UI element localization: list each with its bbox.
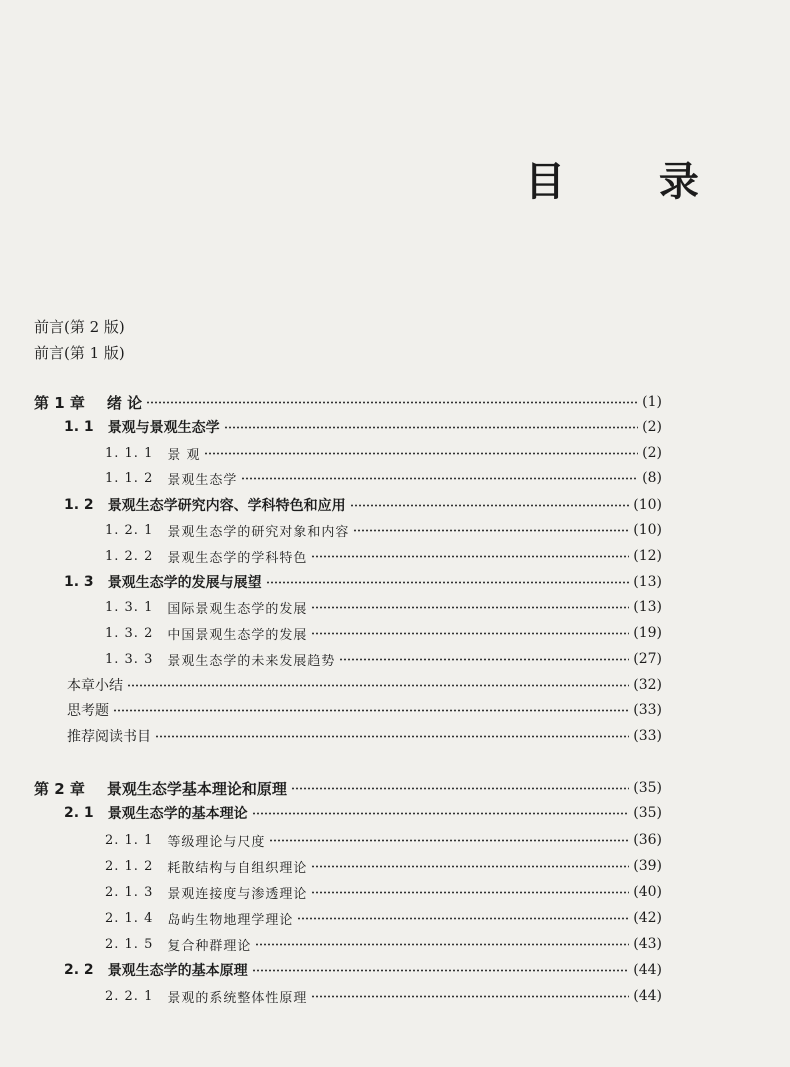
toc-entry-title: 岛屿生物地理学理论 <box>167 912 294 928</box>
toc-entry-title: 景 观 <box>167 447 201 463</box>
toc-entry-number: 2. 1. 3 <box>105 884 154 900</box>
toc-entry[interactable] <box>64 570 662 594</box>
toc-entry-number: 2. 2 <box>64 962 94 978</box>
toc-entry-page: (32) <box>633 677 662 693</box>
toc-entry-page: (35) <box>633 805 662 821</box>
toc-entry[interactable] <box>64 493 662 517</box>
toc-entry-page: (2) <box>642 419 662 435</box>
toc-entry[interactable] <box>64 958 662 982</box>
toc-entry[interactable] <box>34 776 662 800</box>
toc-entry-title: 景观生态学的发展与展望 <box>107 575 262 591</box>
toc-entry-page: (12) <box>633 548 662 564</box>
toc-entry-title: 景观的系统整体性原理 <box>167 990 308 1006</box>
dot-leader <box>311 554 629 558</box>
toc-entry-number: 1. 2. 1 <box>105 522 154 538</box>
toc-entry-title: 景观生态学基本理论和原理 <box>106 779 287 798</box>
toc-entry[interactable] <box>105 595 662 619</box>
dot-leader <box>266 580 630 584</box>
toc-entry-number: 2. 1. 1 <box>105 832 154 848</box>
toc-entry-page: (40) <box>633 884 662 900</box>
dot-leader <box>146 400 638 404</box>
toc-entry-page: (19) <box>633 625 662 641</box>
dot-leader <box>297 916 629 920</box>
toc-entry-title: 等级理论与尺度 <box>167 834 266 850</box>
toc-entry-number: 2. 1. 4 <box>105 910 154 926</box>
dot-leader <box>204 451 638 455</box>
toc-entry-title: 绪 论 <box>106 393 143 412</box>
dot-leader <box>311 864 629 868</box>
toc-entry-page: (27) <box>633 651 662 667</box>
toc-entry-page: (35) <box>633 780 662 796</box>
toc-entry-title: 景观生态学的研究对象和内容 <box>167 524 350 540</box>
toc-entry[interactable] <box>105 621 662 645</box>
toc-entry-number: 1. 1 <box>64 419 94 435</box>
toc-entry-title: 推荐阅读书目 <box>67 729 151 745</box>
dot-leader <box>311 994 629 998</box>
toc-entry-number: 1. 3 <box>64 574 94 590</box>
toc-entry-title: 中国景观生态学的发展 <box>167 627 308 643</box>
toc-entry[interactable] <box>105 984 662 1008</box>
toc-entry[interactable] <box>64 415 662 439</box>
toc-entry-number: 2. 1. 2 <box>105 858 154 874</box>
toc-entry[interactable] <box>34 390 662 414</box>
toc-entry[interactable] <box>105 828 662 852</box>
toc-entry-page: (44) <box>633 988 662 1004</box>
toc-entry[interactable] <box>105 906 662 930</box>
dot-leader <box>241 476 638 480</box>
toc-entry[interactable] <box>105 647 662 671</box>
dot-leader <box>252 968 630 972</box>
toc-entry[interactable] <box>105 880 662 904</box>
toc-entry-title: 景观生态学的学科特色 <box>167 550 308 566</box>
dot-leader <box>127 683 629 687</box>
toc-entry-page: (43) <box>633 936 662 952</box>
toc-entry-title: 景观生态学的基本原理 <box>107 963 248 979</box>
dot-leader <box>252 811 630 815</box>
toc-entry-page: (2) <box>642 445 662 461</box>
toc-entry-number: 1. 1. 2 <box>105 470 154 486</box>
toc-entry-page: (10) <box>633 522 662 538</box>
toc-entry-title: 本章小结 <box>67 678 123 694</box>
preface-1st-edition[interactable]: 前言(第 1 版) <box>34 344 125 362</box>
dot-leader <box>155 734 629 738</box>
toc-entry-page: (33) <box>633 728 662 744</box>
toc-entry[interactable] <box>105 854 662 878</box>
toc-entry-number: 2. 1. 5 <box>105 936 154 952</box>
toc-entry-number: 1. 3. 3 <box>105 651 154 667</box>
toc-entry-number: 1. 3. 2 <box>105 625 154 641</box>
toc-entry[interactable] <box>67 724 662 748</box>
toc-entry-number: 2. 1 <box>64 805 94 821</box>
toc-entry[interactable] <box>105 441 662 465</box>
toc-entry-title: 景观生态学 <box>167 472 238 488</box>
toc-entry[interactable] <box>105 544 662 568</box>
toc-entry-page: (42) <box>633 910 662 926</box>
dot-leader <box>311 631 629 635</box>
toc-entry[interactable] <box>105 466 662 490</box>
dot-leader <box>353 528 629 532</box>
toc-entry-page: (36) <box>633 832 662 848</box>
preface-2nd-edition[interactable]: 前言(第 2 版) <box>34 318 125 336</box>
dot-leader <box>269 838 629 842</box>
dot-leader <box>311 890 629 894</box>
dot-leader <box>291 786 629 790</box>
dot-leader <box>311 605 629 609</box>
dot-leader <box>255 942 629 946</box>
toc-entry-number: 1. 1. 1 <box>105 445 154 461</box>
toc-entry-title: 景观连接度与渗透理论 <box>167 886 308 902</box>
toc-entry-number: 1. 2. 2 <box>105 548 154 564</box>
dot-leader <box>113 708 629 712</box>
toc-entry[interactable] <box>105 932 662 956</box>
dot-leader <box>350 503 630 507</box>
toc-entry-page: (8) <box>642 470 662 486</box>
toc-entry-number: 1. 2 <box>64 497 94 513</box>
toc-entry-page: (10) <box>633 497 662 513</box>
toc-entry-title: 景观生态学研究内容、学科特色和应用 <box>107 498 346 514</box>
toc-entry-page: (44) <box>633 962 662 978</box>
toc-entry-page: (1) <box>642 394 662 410</box>
page-title: 目 录 <box>525 159 739 205</box>
toc-entry-title: 景观生态学的未来发展趋势 <box>167 653 336 669</box>
dot-leader <box>224 425 638 429</box>
dot-leader <box>339 657 629 661</box>
toc-entry-page: (39) <box>633 858 662 874</box>
toc-entry[interactable] <box>64 801 662 825</box>
toc-entry-page: (33) <box>633 702 662 718</box>
toc-entry-number: 1. 3. 1 <box>105 599 154 615</box>
toc-entry-title: 思考题 <box>67 703 109 719</box>
toc-entry-page: (13) <box>633 599 662 615</box>
toc-entry[interactable] <box>105 518 662 542</box>
toc-entry[interactable] <box>67 698 662 722</box>
toc-entry-title: 国际景观生态学的发展 <box>167 601 308 617</box>
toc-entry-title: 耗散结构与自组织理论 <box>167 860 308 876</box>
toc-entry-number: 2. 2. 1 <box>105 988 154 1004</box>
toc-entry-page: (13) <box>633 574 662 590</box>
toc-entry-number: 第 2 章 <box>34 779 85 798</box>
toc-entry-title: 景观生态学的基本理论 <box>107 806 248 822</box>
toc-entry-title: 景观与景观生态学 <box>107 420 220 436</box>
toc-entry-number: 第 1 章 <box>34 393 85 412</box>
toc-entry-title: 复合种群理论 <box>167 938 252 954</box>
toc-entry[interactable] <box>67 673 662 697</box>
